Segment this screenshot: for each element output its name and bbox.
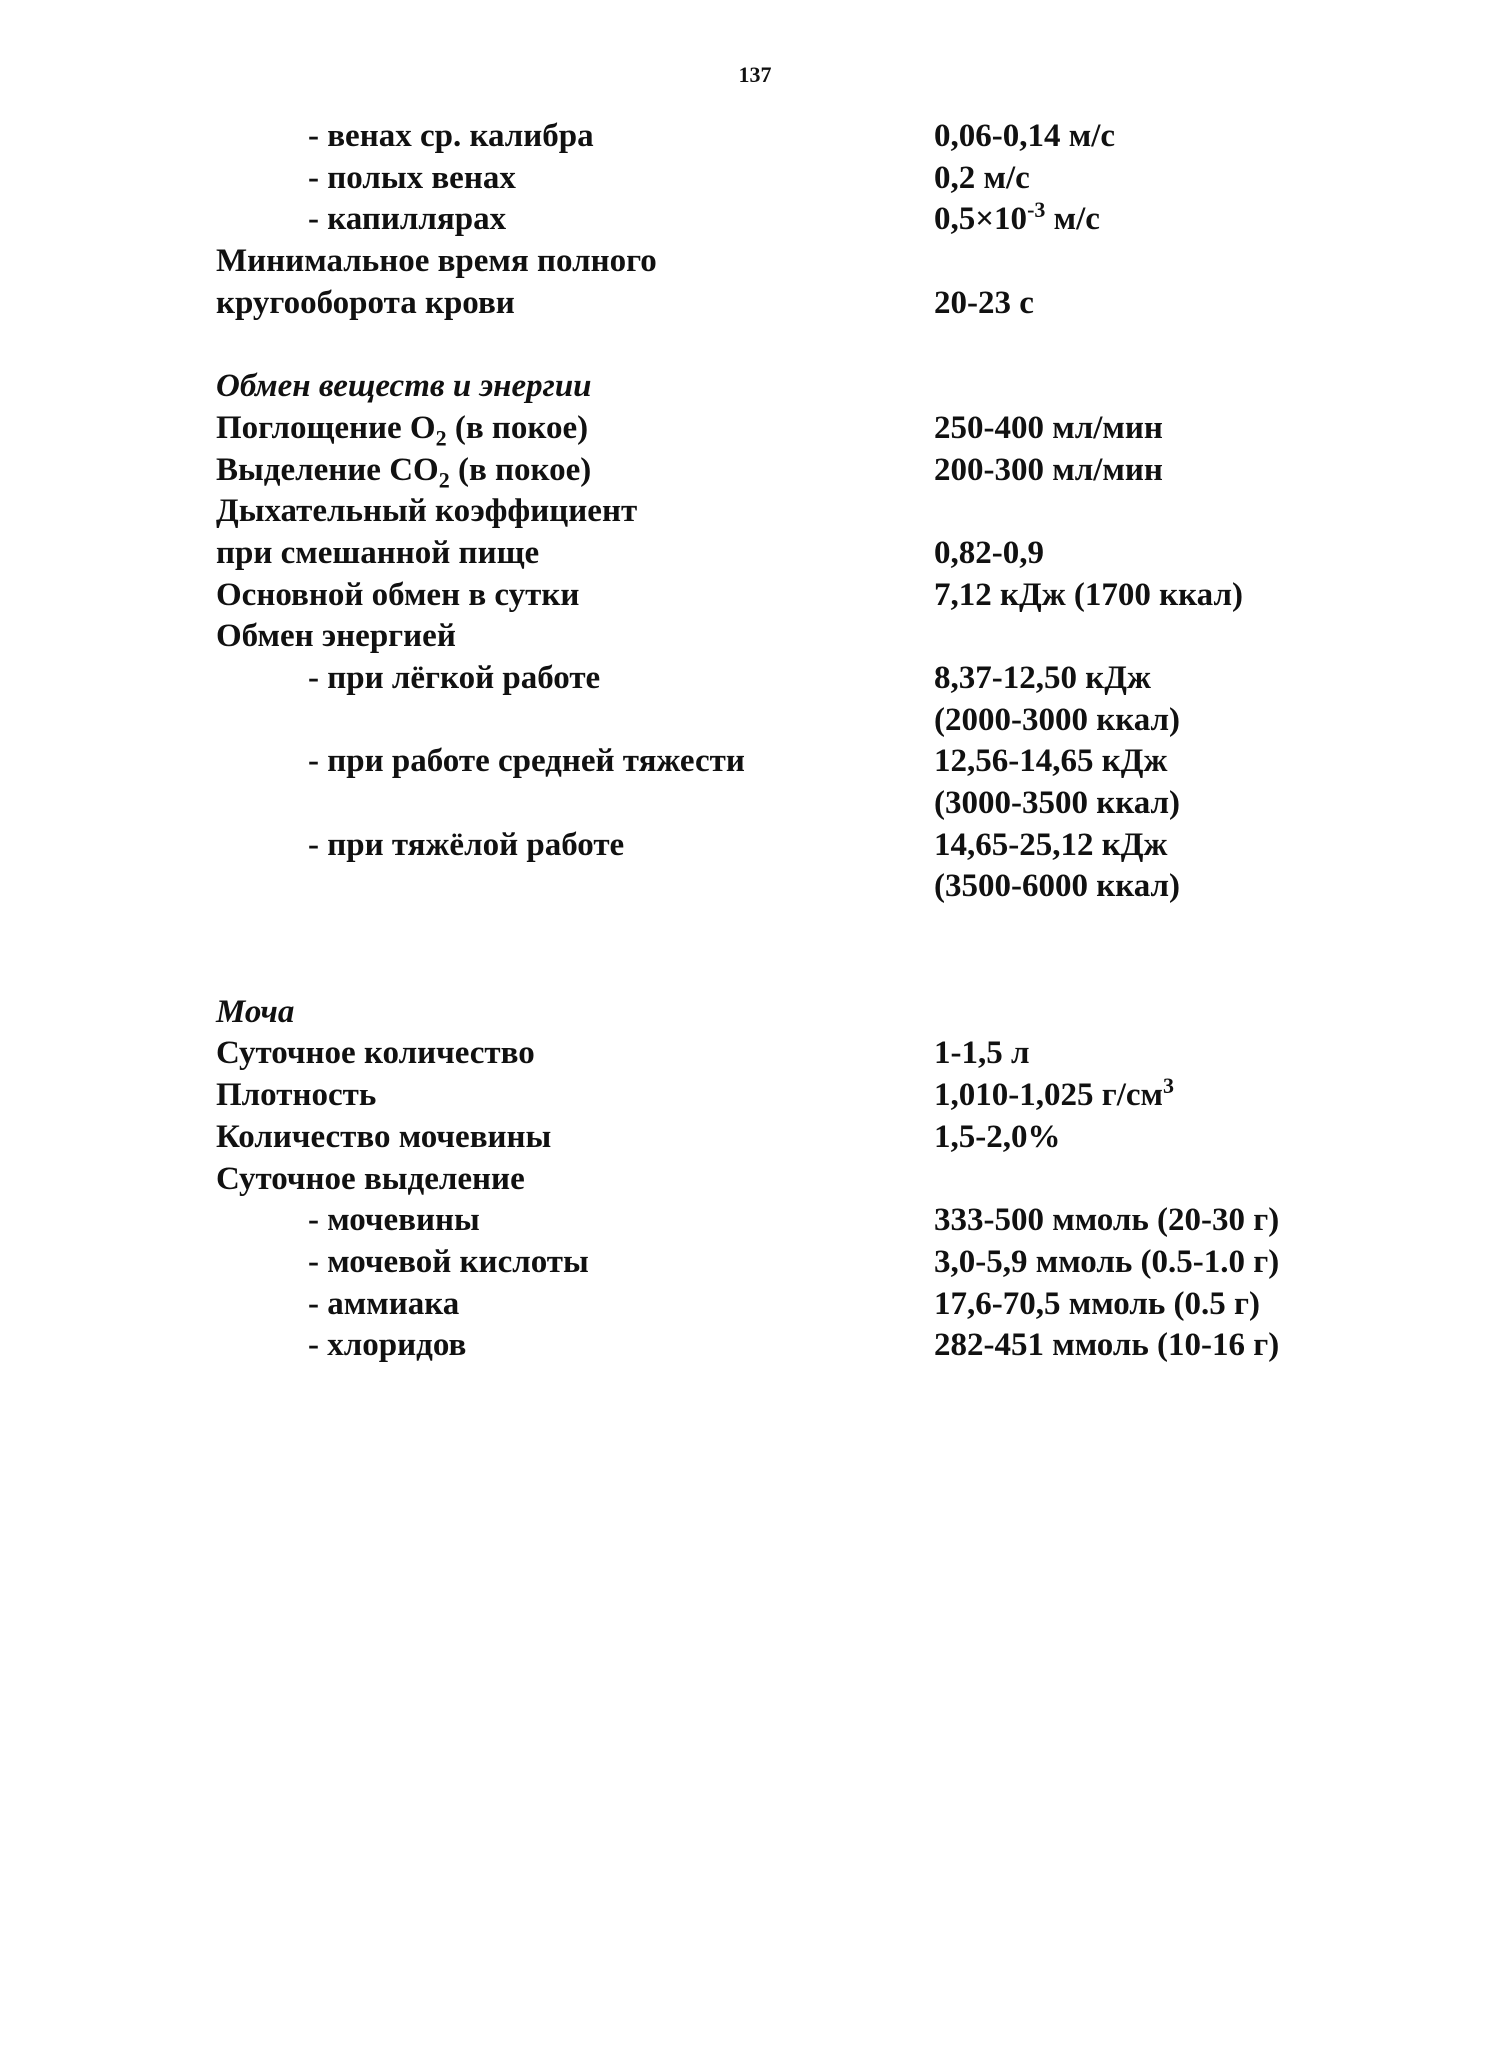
- row-value: 20-23 с: [934, 284, 1034, 321]
- table-row: [216, 241, 1416, 283]
- row-label: Обмен энергией: [216, 618, 456, 655]
- table-row: [216, 741, 1416, 783]
- row-label: [216, 783, 934, 825]
- table-row: [216, 1033, 1416, 1075]
- spacer: [216, 950, 1416, 992]
- spacer: [216, 908, 1416, 950]
- row-value: 200-300 мл/мин: [934, 451, 1163, 488]
- row-value: [934, 616, 1416, 658]
- section-heading-row: [216, 992, 1416, 1034]
- label-subscript: 2: [435, 425, 447, 451]
- row-value: (2000-3000 ккал): [934, 701, 1181, 738]
- value-exponent: -3: [1027, 197, 1046, 223]
- row-value: 17,6-70,5 ммоль (0.5 г): [934, 1285, 1261, 1322]
- row-label: Минимальное время полного: [216, 243, 657, 280]
- table-row: [216, 616, 1416, 658]
- row-value: [934, 199, 1416, 241]
- table-row: [216, 1117, 1416, 1159]
- row-value: 8,37-12,50 кДж: [934, 659, 1151, 696]
- row-value: [934, 1075, 1416, 1117]
- row-value: 7,12 кДж (1700 ккал): [934, 576, 1243, 613]
- table-row: [216, 116, 1416, 158]
- row-label: кругооборота крови: [216, 284, 515, 321]
- table-row: [216, 783, 1416, 825]
- reference-table: [216, 116, 1416, 1367]
- value-exponent: 3: [1163, 1073, 1175, 1099]
- section-heading: Обмен веществ и энергии: [216, 368, 592, 405]
- table-row: [216, 491, 1416, 533]
- label-text: (в покое): [449, 451, 592, 488]
- row-label: Количество мочевины: [216, 1118, 552, 1155]
- value-base: 1,010-1,025 г/см: [934, 1077, 1164, 1114]
- label-text: (в покое): [446, 409, 589, 446]
- row-label: [216, 450, 934, 492]
- table-row: [216, 450, 1416, 492]
- section-heading-row: [216, 366, 1416, 408]
- section-heading: Моча: [216, 993, 295, 1030]
- row-value: (3500-6000 ккал): [934, 868, 1181, 905]
- row-value: 0,06-0,14 м/с: [934, 118, 1116, 154]
- row-label: Плотность: [216, 1077, 377, 1114]
- row-label: - при лёгкой работе: [308, 659, 601, 696]
- row-label: - при работе средней тяжести: [308, 743, 745, 780]
- table-row: [216, 575, 1416, 617]
- value-unit: м/с: [1045, 201, 1100, 238]
- row-value: [934, 491, 1416, 533]
- row-label: [216, 866, 934, 908]
- row-label: - хлоридов: [308, 1327, 467, 1364]
- table-row: [216, 658, 1416, 700]
- table-row: [216, 533, 1416, 575]
- row-label: Суточное выделение: [216, 1160, 525, 1197]
- row-label: - мочевины: [308, 1202, 480, 1239]
- table-row: [216, 199, 1416, 241]
- table-row: [216, 283, 1416, 325]
- table-row: [216, 158, 1416, 200]
- row-label: - полых венах: [308, 159, 516, 196]
- row-label: Суточное количество: [216, 1035, 535, 1072]
- label-text: Выделение CO: [216, 451, 439, 488]
- row-label: [216, 700, 934, 742]
- table-row: [216, 700, 1416, 742]
- row-value: 250-400 мл/мин: [934, 409, 1163, 446]
- row-value: 1,5-2,0%: [934, 1118, 1061, 1155]
- table-row: [216, 1200, 1416, 1242]
- row-value: 0,2 м/с: [934, 159, 1030, 196]
- table-row: [216, 866, 1416, 908]
- row-value: 1-1,5 л: [934, 1035, 1030, 1072]
- row-label: Основной обмен в сутки: [216, 576, 580, 613]
- row-label: - при тяжёлой работе: [308, 826, 625, 863]
- table-row: [216, 1284, 1416, 1326]
- row-value: 282-451 ммоль (10-16 г): [934, 1327, 1280, 1364]
- value-base: 0,5×10: [934, 201, 1028, 238]
- row-value: [934, 1159, 1416, 1201]
- row-label: [216, 408, 934, 450]
- label-subscript: 2: [438, 467, 450, 493]
- table-row: [216, 825, 1416, 867]
- row-label: - аммиака: [308, 1285, 460, 1322]
- table-row: [216, 1242, 1416, 1284]
- table-row: [216, 1325, 1416, 1367]
- row-label: - капиллярах: [308, 201, 507, 238]
- row-value: 0,82-0,9: [934, 534, 1044, 571]
- row-value: (3000-3500 ккал): [934, 785, 1181, 821]
- label-text: Поглощение O: [216, 409, 436, 446]
- row-value: 3,0-5,9 ммоль (0.5-1.0 г): [934, 1243, 1280, 1280]
- table-row: [216, 1159, 1416, 1201]
- row-value: 14,65-25,12 кДж: [934, 826, 1168, 863]
- row-value: 12,56-14,65 кДж: [934, 743, 1168, 780]
- row-label: при смешанной пище: [216, 534, 540, 571]
- row-value: 333-500 ммоль (20-30 г): [934, 1202, 1280, 1239]
- row-value: [934, 241, 1416, 283]
- row-label: - мочевой кислоты: [308, 1243, 589, 1280]
- row-label: - венах ср. калибра: [308, 118, 594, 154]
- page-number: 137: [738, 62, 772, 87]
- row-label: Дыхательный коэффициент: [216, 493, 638, 530]
- table-row: [216, 408, 1416, 450]
- spacer: [216, 324, 1416, 366]
- table-row: [216, 1075, 1416, 1117]
